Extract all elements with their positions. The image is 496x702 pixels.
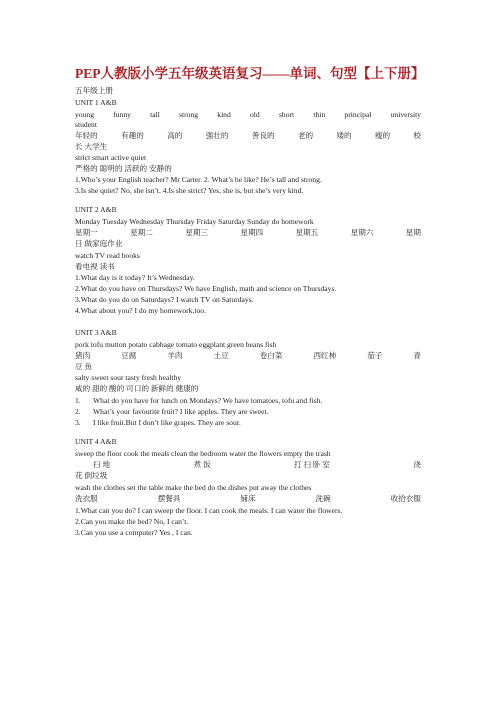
word: kind <box>217 110 231 119</box>
word: 矮的 <box>336 131 352 140</box>
word: 星期三 <box>185 228 209 237</box>
word: 收拾衣服 <box>390 494 421 503</box>
word: young <box>75 110 94 119</box>
word: strong <box>179 110 199 119</box>
unit1-english-words-2: strict smart active quiet <box>75 153 147 162</box>
word: 洗衣服 <box>75 494 98 503</box>
word: 扫 地 <box>93 460 111 469</box>
word: tall <box>150 110 160 119</box>
sentence-text: I like fruit.But I don’t like grapes. They are sour. <box>93 418 241 427</box>
word: 校 <box>413 131 421 140</box>
unit1-chinese-words-wrap: 长 大学生 <box>75 142 108 151</box>
word: 煮 饭 <box>193 460 211 469</box>
unit1-english-words-row <box>75 110 421 120</box>
unit1-sentence-2: 3.Is she quiet? No, she isn’t. 4.Is she strict? Yes, she is, but she’s very kind. <box>75 186 304 195</box>
word: 星期四 <box>240 228 264 237</box>
unit4-chinese-words-2-row <box>75 494 421 504</box>
word: 星期六 <box>350 228 374 237</box>
unit1-chinese-words-row <box>75 131 421 141</box>
unit3-chinese-words-wrap: 豆 鱼 <box>75 362 93 371</box>
unit2-sentence-4: 4.What about you? I do my homework,too. <box>75 306 206 315</box>
unit2-chinese-words-row <box>75 228 421 238</box>
word: 洗碗 <box>315 494 331 503</box>
word: 星期 <box>405 228 421 237</box>
unit1-chinese-words-2: 严格的 聪明的 活跃的 安静的 <box>75 164 172 173</box>
word: 打 扫 卧 室 <box>293 460 331 469</box>
word: 星期一 <box>75 228 98 237</box>
unit3-sentence-2 <box>75 407 269 417</box>
sentence-text: What do you have for lunch on Mondays? We have tomatoes, tofu and fish. <box>93 396 323 405</box>
word: 羊肉 <box>167 351 183 360</box>
unit1-heading: UNIT 1 A&B <box>75 98 117 107</box>
word: 星期二 <box>130 228 153 237</box>
unit3-english-words: pork tofu mutton potato cabbage tomato eggplant green beans fish <box>75 340 277 349</box>
document-title: PEP人教版小学五年级英语复习——单词、句型【上下册】 <box>75 66 425 81</box>
unit2-heading: UNIT 2 A&B <box>75 205 117 214</box>
sentence-text: What’s your favourite fruit? I like apples. They are sweet. <box>93 407 269 416</box>
word: 有趣的 <box>121 131 144 140</box>
word: 西红柿 <box>313 351 337 360</box>
word: 茄子 <box>367 351 383 360</box>
word: 摆餐具 <box>157 494 181 503</box>
unit3-chinese-words-row <box>75 351 421 361</box>
unit4-sentence-2: 2.Can you make the bed? No, I can’t. <box>75 517 189 526</box>
unit4-english-words-2: wash the clothes set the table make the bed do the dishes put away the clothes <box>75 483 312 492</box>
unit4-chinese-words-row <box>75 460 421 470</box>
unit4-sentence-1: 1.What can you do? I can sweep the floor. I can cook the meals. I can water the flowers. <box>75 506 343 515</box>
word: 高的 <box>167 131 183 140</box>
unit2-chinese-words-wrap: 日 做家庭作业 <box>75 239 123 248</box>
word: university <box>390 110 421 119</box>
word: 强壮的 <box>205 131 229 140</box>
unit2-sentence-2: 2.What do you have on Thursdays? We have English, math and science on Thursdays. <box>75 284 337 293</box>
unit2-chinese-words-2: 看电视 读书 <box>75 262 115 271</box>
unit2-sentence-1: 1.What day is it today? It’s Wednesday. <box>75 273 195 282</box>
word: 浇 <box>413 460 421 469</box>
unit3-heading: UNIT 3 A&B <box>75 328 117 337</box>
word: old <box>250 110 260 119</box>
unit1-english-words-wrap: student <box>75 120 97 129</box>
unit2-english-words-2: watch TV read books <box>75 251 140 260</box>
list-number: 2. <box>75 407 81 416</box>
unit3-chinese-words-2: 咸的 甜的 酸的 可口的 新鲜的 健康的 <box>75 384 199 393</box>
list-number: 3. <box>75 418 81 427</box>
word: principal <box>344 110 372 119</box>
word: 猪肉 <box>75 351 91 360</box>
unit4-english-words: sweep the floor cook the meals clean the bedroom water the flowers empty the trash <box>75 449 331 458</box>
word: 善良的 <box>251 131 275 140</box>
unit4-sentence-3: 3.Can you use a computer? Yes , I can. <box>75 528 193 537</box>
unit2-english-words: Monday Tuesday Wednesday Thursday Friday Saturday Sunday do homework <box>75 217 314 226</box>
word: 土豆 <box>213 351 229 360</box>
list-number: 1. <box>75 396 81 405</box>
unit2-sentence-3: 3.What do you do on Saturdays? I watch TV on Saturdays. <box>75 295 254 304</box>
unit4-chinese-words-wrap: 花 倒垃圾 <box>75 471 108 480</box>
word: short <box>278 110 295 119</box>
book-label: 五年级上册 <box>75 86 113 95</box>
word: 豆腐 <box>121 351 137 360</box>
word: 青 <box>413 351 421 360</box>
word: 卷白菜 <box>259 351 283 360</box>
word: thin <box>313 110 326 119</box>
unit3-sentence-3 <box>75 418 241 428</box>
word: 铺床 <box>240 494 256 503</box>
word: 年轻的 <box>75 131 98 140</box>
unit3-sentence-1 <box>75 396 322 406</box>
word: 星期五 <box>295 228 319 237</box>
unit4-heading: UNIT 4 A&B <box>75 437 117 446</box>
unit1-sentence-1: 1.Who’s your English teacher? Mr Carter. 2. What’s he like? He’s tall and strong. <box>75 175 322 184</box>
word: 老的 <box>297 131 314 140</box>
unit3-english-words-2: salty sweet sour tasty fresh healthy <box>75 373 182 382</box>
word: funny <box>113 110 131 119</box>
word: 瘦的 <box>374 131 391 140</box>
